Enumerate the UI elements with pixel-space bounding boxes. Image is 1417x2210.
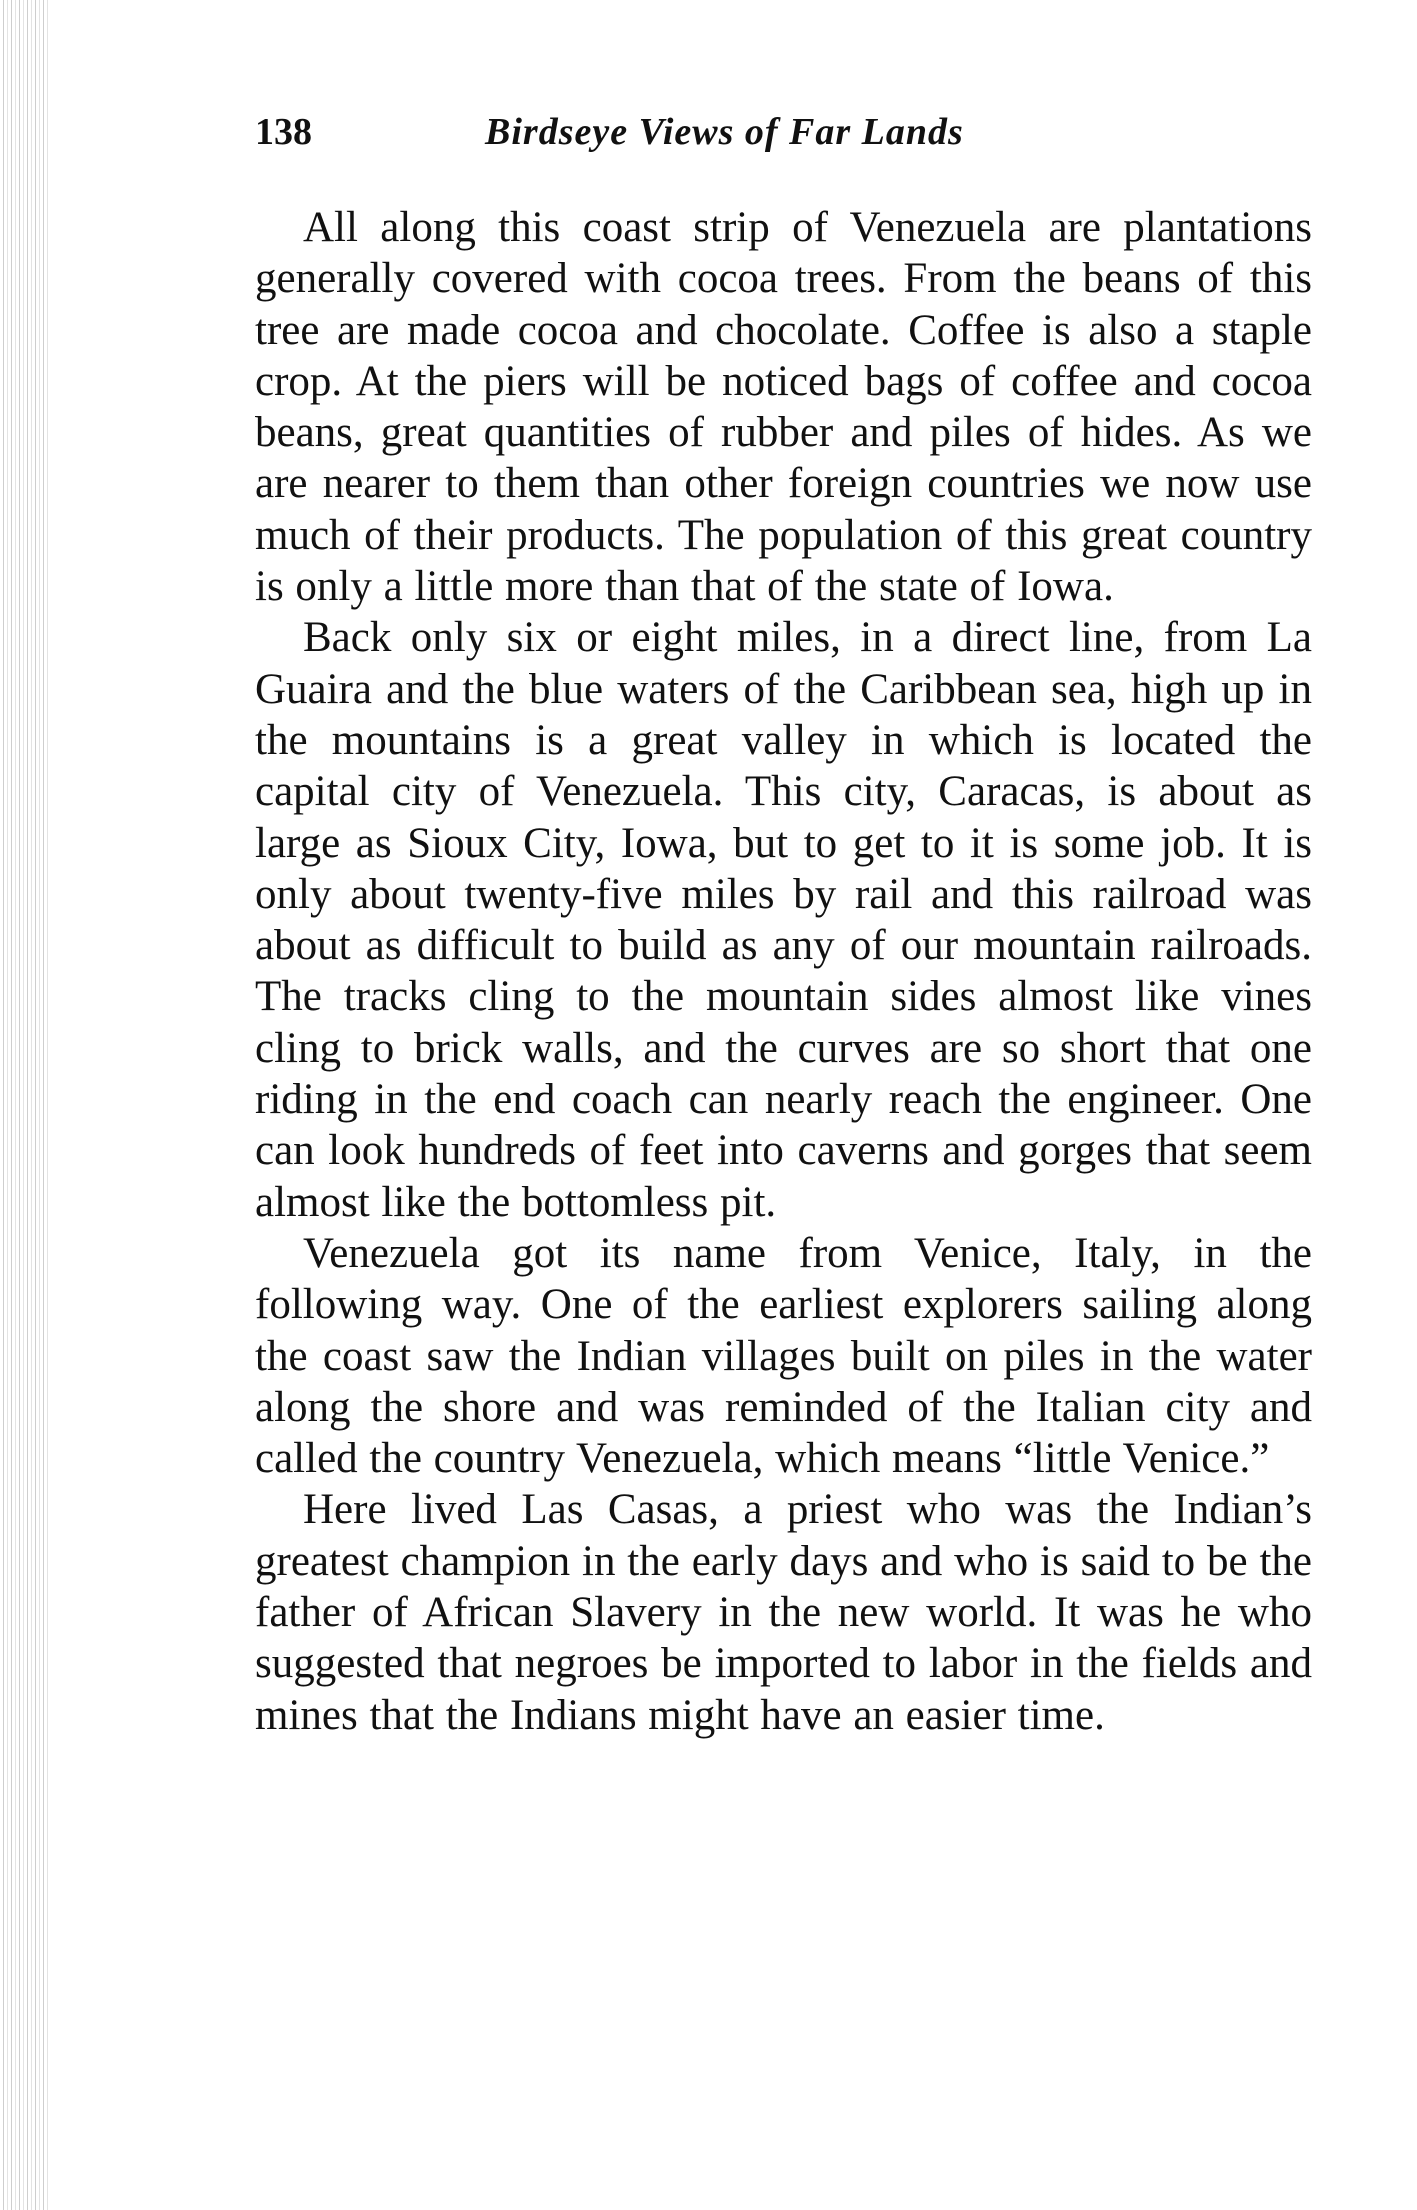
book-page <box>255 110 1312 1741</box>
paragraph-venezuela-name: Venezuela got its name from Venice, Italy, in the following way. One of the earliest explorers sailing along the coast saw the Indian villages built on piles in the water along the shore and was reminded of the Italian city and called the country Venezuela, which means “little Venice.” <box>255 1229 1312 1483</box>
book-title: Birdseye Views of Far Lands <box>485 111 964 153</box>
binding-gutter <box>0 0 48 2210</box>
paragraph-las-casas: Here lived Las Casas, a priest who was the Indian’s greatest champion in the early days and who is said to be the father of African Slavery in the new world. It was he who suggested that negroes be imported to labor in the fields and mines that the Indians might have an easier time. <box>255 1486 1312 1739</box>
page-number: 138 <box>255 111 312 153</box>
running-head <box>255 110 1312 166</box>
paragraph-caracas: Back only six or eight miles, in a direct line, from La Guaira and the blue waters of the Caribbean sea, high up in the mountains is a great valley in which is located the capital city of Venezuela. This city, Caracas, is about as large as Sioux City, Iowa, but to get to it is some job. It is only about twenty-five miles by rail and this railroad was about as difficult to build as any of our mountain railroads. The tracks cling to the mountain sides almost like vines cling to brick walls, and the curves are so short that one riding in the end coach can nearly reach the engineer. One can look hundreds of feet into caverns and gorges that seem almost like the bottomless pit. <box>255 614 1312 1226</box>
paragraph-cocoa-plantations: All along this coast strip of Venezuela are plantations generally covered with cocoa trees. From the beans of this tree are made cocoa and chocolate. Coffee is also a staple crop. At the piers will be noticed bags of coffee and cocoa beans, great quantities of rubber and piles of hides. As we are nearer to them than other foreign countries we now use much of their products. The population of this great country is only a little more than that of the state of Iowa. <box>255 204 1312 611</box>
